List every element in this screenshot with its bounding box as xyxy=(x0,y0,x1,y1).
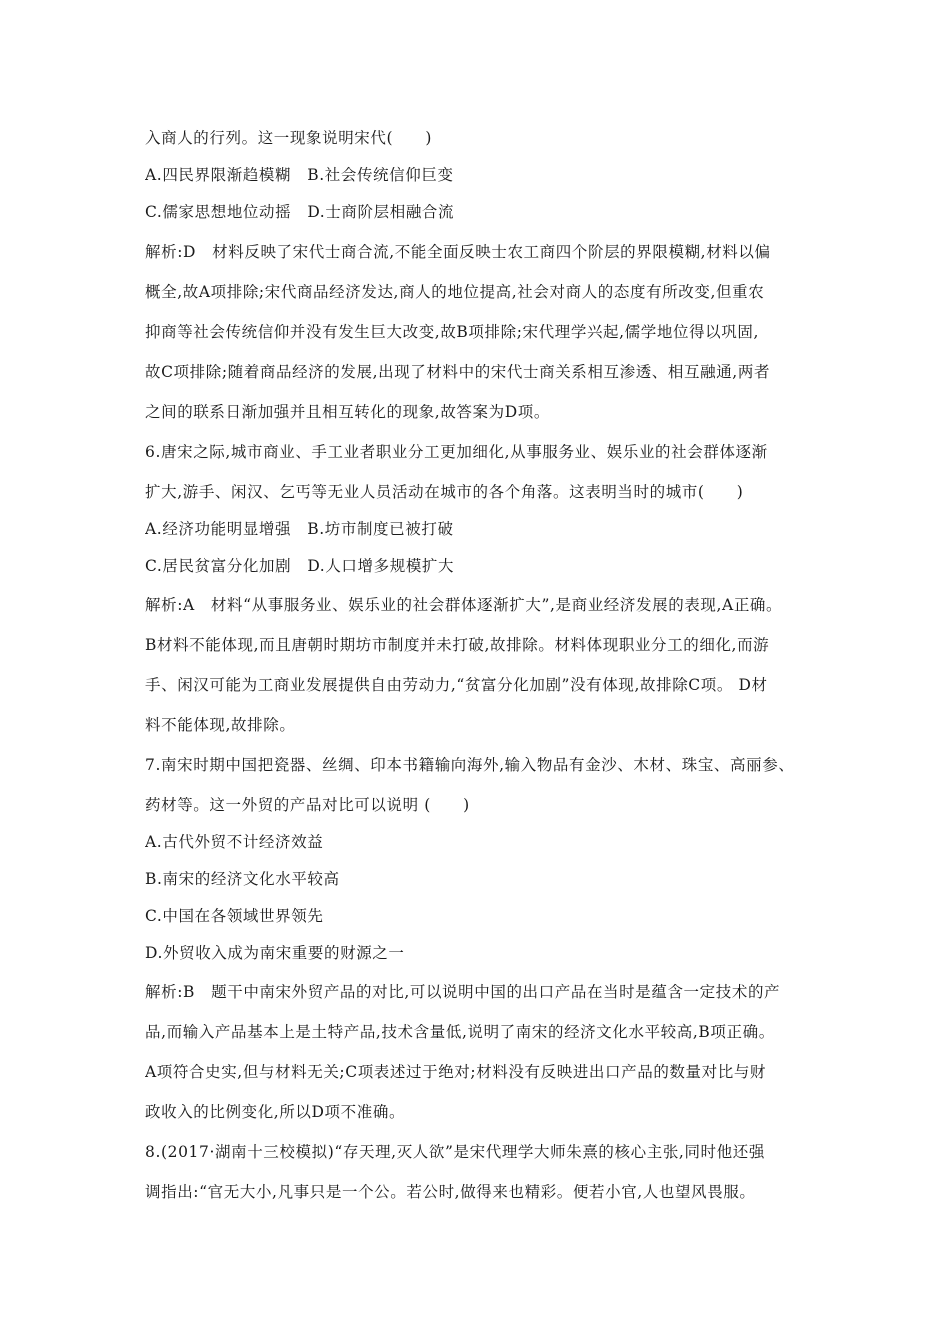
question-line: 8.(2017·湖南十三校模拟)“存天理,灭人欲”是宋代理学大师朱熹的核心主张,同时他还强 xyxy=(145,1143,765,1161)
analysis-line: 政收入的比例变化,所以D项不准确。 xyxy=(145,1103,406,1121)
analysis-line: 概全,故A项排除;宋代商品经济发达,商人的地位提高,社会对商人的态度有所改变,但重农 xyxy=(145,283,765,301)
analysis-line: 解析:A 材料“从事服务业、娱乐业的社会群体逐渐扩大”,是商业经济发展的表现,A正确。 xyxy=(145,596,783,614)
analysis-line: A项符合史实,但与材料无关;C项表述过于绝对;材料没有反映进出口产品的数量对比与财 xyxy=(145,1063,767,1081)
analysis-line: 料不能体现,故排除。 xyxy=(145,716,296,734)
analysis-line: 抑商等社会传统信仰并没有发生巨大改变,故B项排除;宋代理学兴起,儒学地位得以巩固, xyxy=(145,323,759,341)
option-line: C.儒家思想地位动摇 D.士商阶层相融合流 xyxy=(145,203,455,221)
option-line: A.经济功能明显增强 B.坊市制度已被打破 xyxy=(145,520,454,538)
analysis-line: 故C项排除;随着商品经济的发展,出现了材料中的宋代士商关系相互渗透、相互融通,两者 xyxy=(145,363,771,381)
question-line: 调指出:“官无大小,凡事只是一个公。若公时,做得来也精彩。便若小官,人也望风畏服。 xyxy=(145,1183,756,1201)
question-line: 药材等。这一外贸的产品对比可以说明 ( ) xyxy=(145,796,470,814)
option-line: A.四民界限渐趋模糊 B.社会传统信仰巨变 xyxy=(145,166,454,184)
option-line: C.中国在各领域世界领先 xyxy=(145,907,324,925)
question-line: 6.唐宋之际,城市商业、手工业者职业分工更加细化,从事服务业、娱乐业的社会群体逐渐 xyxy=(145,443,768,461)
analysis-line: 解析:D 材料反映了宋代士商合流,不能全面反映士农工商四个阶层的界限模糊,材料以偏 xyxy=(145,243,771,261)
text-line: 入商人的行列。这一现象说明宋代( ) xyxy=(145,129,432,147)
analysis-line: 之间的联系日渐加强并且相互转化的现象,故答案为D项。 xyxy=(145,403,550,421)
analysis-line: B材料不能体现,而且唐朝时期坊市制度并未打破,故排除。材料体现职业分工的细化,而游 xyxy=(145,636,770,654)
analysis-line: 手、闲汉可能为工商业发展提供自由劳动力,“贫富分化加剧”没有体现,故排除C项。 D材 xyxy=(145,676,768,694)
question-line: 扩大,游手、闲汉、乞丐等无业人员活动在城市的各个角落。这表明当时的城市( ) xyxy=(145,483,744,501)
option-line: D.外贸收入成为南宋重要的财源之一 xyxy=(145,944,405,962)
option-line: C.居民贫富分化加剧 D.人口增多规模扩大 xyxy=(145,557,455,575)
analysis-line: 品,而输入产品基本上是土特产品,技术含量低,说明了南宋的经济文化水平较高,B项正确。 xyxy=(145,1023,775,1041)
question-line: 7.南宋时期中国把瓷器、丝绸、印本书籍输向海外,输入物品有金沙、木材、珠宝、高丽参、 xyxy=(145,756,795,774)
analysis-line: 解析:B 题干中南宋外贸产品的对比,可以说明中国的出口产品在当时是蕴含一定技术的产 xyxy=(145,983,781,1001)
option-line: B.南宋的经济文化水平较高 xyxy=(145,870,340,888)
option-line: A.古代外贸不计经济效益 xyxy=(145,833,324,851)
